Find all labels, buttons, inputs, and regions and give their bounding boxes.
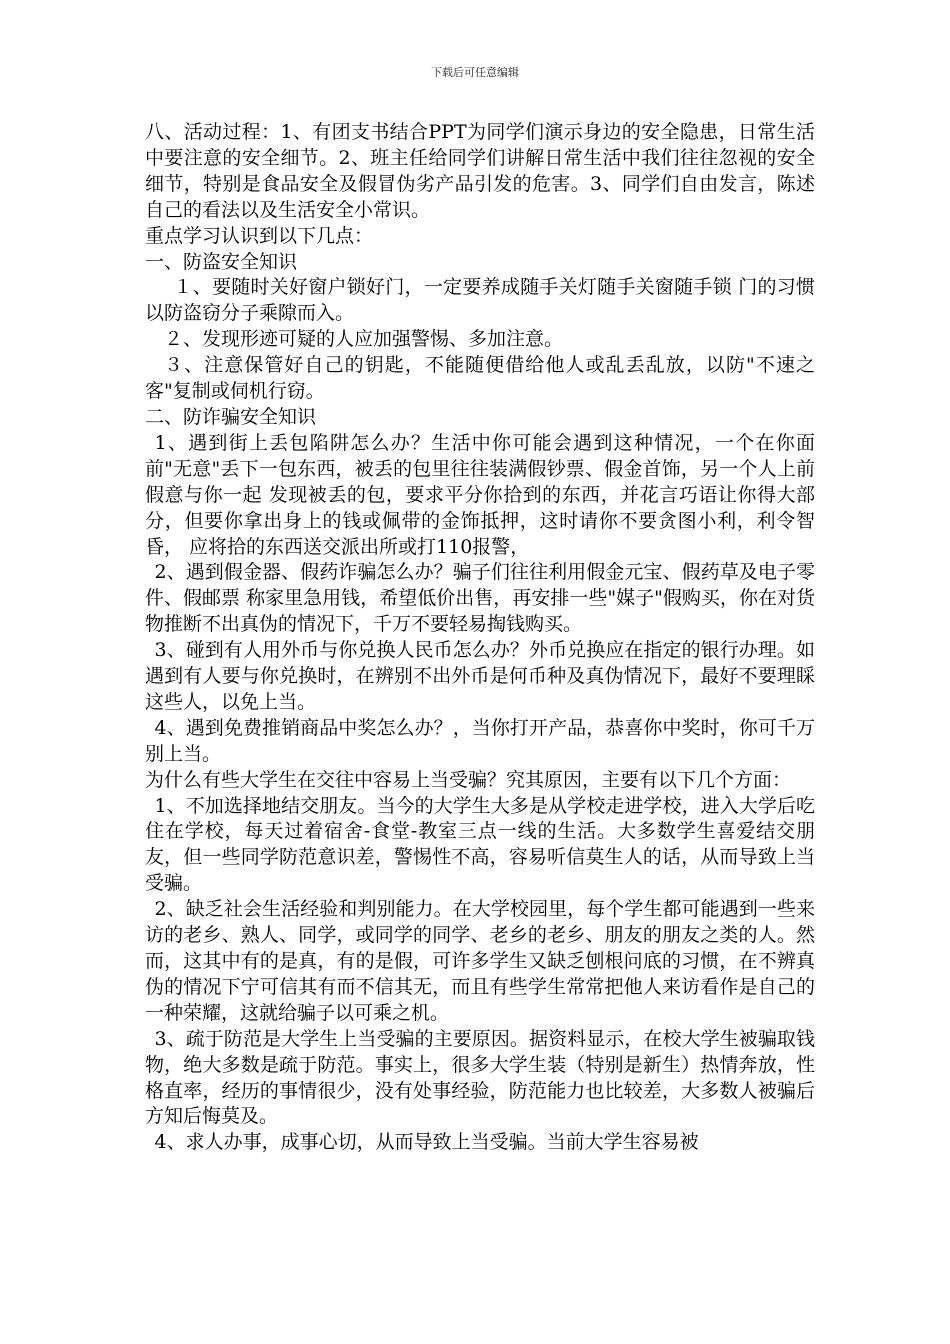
section-heading-anti-theft: 一、防盗安全知识: [145, 250, 298, 273]
anti-fraud-item-4: 4、遇到免费推销商品中奖怎么办？，当你打开产品，恭喜你中奖时，你可千万别上当。: [145, 716, 815, 765]
anti-fraud-item-1: 1、遇到街上丢包陷阱怎么办？生活中你可能会遇到这种情况，一个在你面前"无意"丢下一包东西，被丢的包里往往装满假钞票、假金首饰，另一个人上前假意与你一起 发现被丢的包，要求平分你拾到的东西，并花言巧语让你得大部分，但要你拿出身上的钱或佩带的金饰抵押，这时请你不要贪图小利，利令智昏， 应将拾的东西送交派出所或打110报警，: [145, 431, 815, 558]
reasons-intro: 为什么有些大学生在交往中容易上当受骗？究其原因，主要有以下几个方面：: [145, 768, 792, 791]
reason-item-1: 1、不加选择地结交朋友。当今的大学生大多是从学校走进学校，进入大学后吃住在学校，每天过着宿舍-食堂-教室三点一线的生活。大多数学生喜爱结交朋友，但一些同学防范意识差，警惕性不高，容易听信莫生人的话，从而导致上当受骗。: [145, 794, 815, 895]
reason-item-4: 4、求人办事，成事心切，从而导致上当受骗。当前大学生容易被: [154, 1131, 699, 1154]
anti-theft-item-2: ２、发现形迹可疑的人应加强警惕、多加注意。: [164, 328, 564, 351]
page-header: 下载后可任意编辑: [431, 66, 519, 79]
reason-item-2: 2、缺乏社会生活经验和判别能力。在大学校园里，每个学生都可能遇到一些来访的老乡、熟人、同学，或同学的同学、老乡的老乡、朋友的朋友之类的人。然而，这其中有的是真，有的是假，可许多学生又缺乏刨根问底的习惯，在不辨真伪的情况下宁可信其有而不信其无，而且有些学生常常把他人来访看作是自己的一种荣耀，这就给骗子以可乘之机。: [145, 898, 815, 1024]
key-points-intro: 重点学习认识到以下几点：: [145, 224, 374, 247]
section-heading-anti-fraud: 二、防诈骗安全知识: [145, 405, 317, 428]
activity-process-paragraph: 八、活动过程：1、有团支书结合PPT为同学们演示身边的安全隐患，日常生活中要注意的安全细节。2、班主任给同学们讲解日常生活中我们往往忽视的安全细节，特别是食品安全及假冒伪劣产品引发的危害。3、同学们自由发言，陈述自己的看法以及生活安全小常识。: [145, 121, 815, 221]
anti-fraud-item-2: 2、遇到假金器、假药诈骗怎么办？骗子们往往利用假金元宝、假药草及电子零件、假邮票 称家里急用钱，希望低价出售，再安排一些"媒子"假购买，你在对货物推断不出真伪的情况下，千万不要轻易掏钱购买。: [145, 561, 815, 636]
anti-theft-item-3: ３、注意保管好自己的钥匙，不能随便借给他人或乱丢乱放，以防"不速之客"复制或伺机行窃。: [145, 354, 815, 403]
anti-theft-item-1: １、要随时关好窗户锁好门，一定要养成随手关灯随手关窗随手锁 门的习惯以防盗窃分子乘隙而入。: [145, 276, 815, 325]
reason-item-3: 3、疏于防范是大学生上当受骗的主要原因。据资料显示，在校大学生被骗取钱物，绝大多数是疏于防范。事实上，很多大学生装（特别是新生）热情奔放，性格直率，经历的事情很少，没有处事经验，防范能力也比较差，大多数人被骗后方知后悔莫及。: [145, 1027, 815, 1128]
anti-fraud-item-3: 3、碰到有人用外币与你兑换人民币怎么办？外币兑换应在指定的银行办理。如遇到有人要与你兑换时，在辨别不出外币是何币种及真伪情况下，最好不要理睬这些人，以免上当。: [145, 639, 815, 713]
document-body: [145, 120, 815, 1156]
